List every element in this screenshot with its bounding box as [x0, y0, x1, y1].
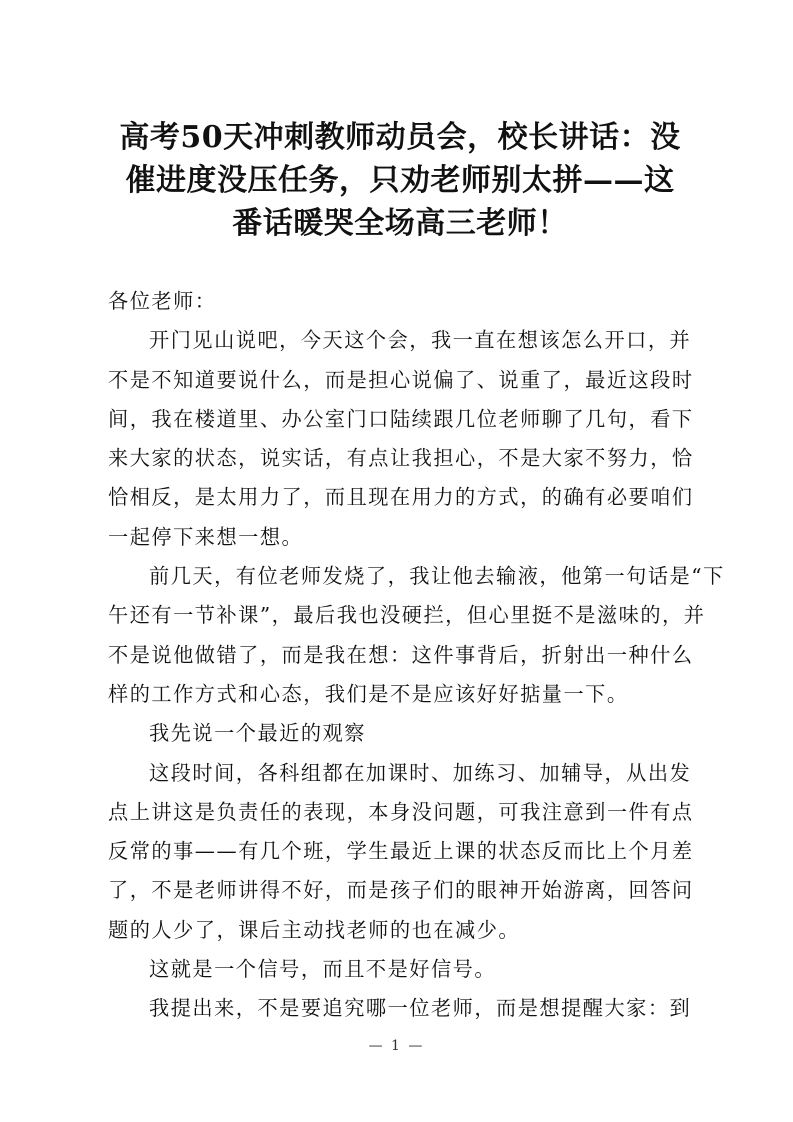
document-title [100, 116, 700, 245]
body-line: 来大家的状态，说实话，有点让我担心，不是大家不努力，恰 [108, 446, 694, 471]
body-line: 这段时间，各科组都在加课时、加练习、加辅导，从出发 [149, 760, 692, 785]
body-line: 午还有一节补课”，最后我也没硬拦，但心里挺不是滋味的，并 [108, 603, 706, 628]
body-line: 各位老师： [108, 289, 217, 313]
title-line-3: 番话暖哭全场高三老师！ [232, 206, 568, 241]
body-line: 了，不是老师讲得不好，而是孩子们的眼神开始游离，回答问 [108, 878, 694, 903]
body-line: 这就是一个信号，而且不是好信号。 [149, 957, 497, 982]
body-line: 我提出来，不是要追究哪一位老师，而是想提醒大家：到 [149, 996, 692, 1021]
body-line: 我先说一个最近的观察 [149, 721, 366, 746]
body-line: 开门见山说吧，今天这个会，我一直在想该怎么开口，并 [149, 328, 692, 353]
title-line-2: 催进度没压任务，只劝老师别太拼——这 [125, 163, 675, 198]
title-line-1: 高考50天冲刺教师动员会，校长讲话：没 [119, 120, 681, 155]
page-number: — 1 — [368, 1038, 425, 1054]
body-line: 题的人少了，课后主动找老师的也在减少。 [108, 917, 521, 942]
body-line: 前几天，有位老师发烧了，我让他去输液，他第一句话是“下 [149, 564, 725, 589]
body-line: 反常的事——有几个班，学生最近上课的状态反而比上个月差 [108, 839, 694, 864]
body-line: 点上讲这是负责任的表现，本身没问题，可我注意到一件有点 [108, 799, 694, 824]
body-line: 不是说他做错了，而是我在想：这件事背后，折射出一种什么 [108, 642, 694, 667]
body-line: 样的工作方式和心态，我们是不是应该好好掂量一下。 [108, 681, 629, 706]
body-line: 间，我在楼道里、办公室门口陆续跟几位老师聊了几句，看下 [108, 406, 694, 431]
document-body [108, 282, 725, 1029]
body-line: 恰相反，是太用力了，而且现在用力的方式，的确有必要咱们 [108, 485, 694, 510]
body-line: 一起停下来想一想。 [108, 524, 304, 549]
body-line: 不是不知道要说什么，而是担心说偏了、说重了，最近这段时 [108, 367, 694, 392]
